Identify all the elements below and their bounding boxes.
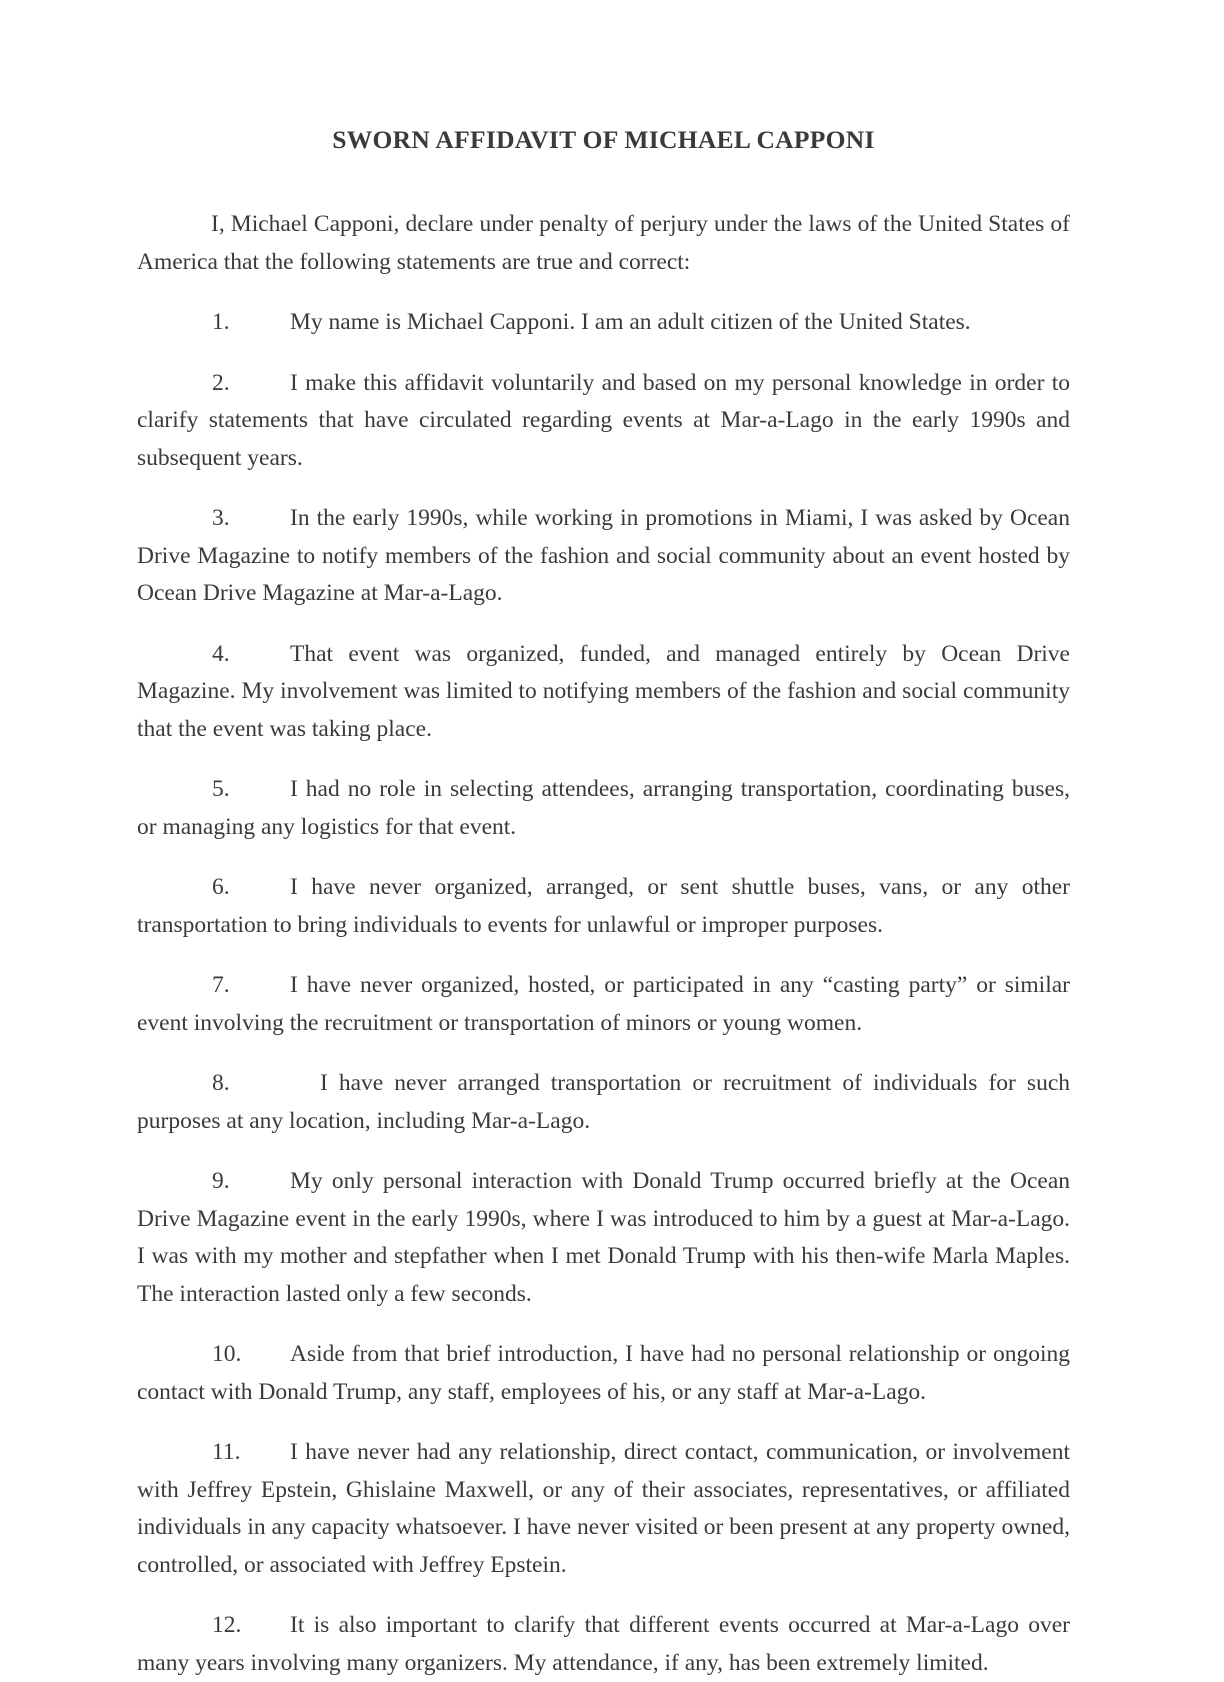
paragraph-text-6: I have never organized, arranged, or sent shuttle buses, vans, or any other transportation to bring individuals to events for unlawful or improper purposes. [137, 874, 1070, 938]
paragraph-text-4: That event was organized, funded, and managed entirely by Ocean Drive Magazine. My involvement was limited to notifying members of the fashion and social community that the event was taking place. [137, 640, 1070, 742]
page-title: SWORN AFFIDAVIT OF MICHAEL CAPPONI [332, 125, 875, 154]
affidavit-paragraph-4 [137, 636, 1070, 749]
paragraph-number-1: 1. [212, 309, 230, 336]
affidavit-paragraph-8 [137, 1065, 1070, 1140]
paragraph-text-2: I make this affidavit voluntarily and based on my personal knowledge in order to clarify statements that have circulated regarding events at Mar-a-Lago in the early 1990s and subsequent years. [137, 369, 1070, 471]
affidavit-paragraph-7 [137, 967, 1070, 1042]
affidavit-body [137, 206, 1070, 1682]
paragraph-number-7: 7. [212, 972, 230, 999]
paragraph-text-8: I have never arranged transportation or recruitment of individuals for such purposes at any location, including Mar-a-Lago. [137, 1070, 1070, 1134]
paragraph-text-3: In the early 1990s, while working in promotions in Miami, I was asked by Ocean Drive Magazine to notify members of the fashion and social community about an event hosted by Ocean Drive Magazine at Mar-a-Lago. [137, 505, 1070, 607]
paragraph-text-7: I have never organized, hosted, or participated in any “casting party” or similar event involving the recruitment or transportation of minors or young women. [137, 972, 1070, 1036]
affidavit-paragraph-9 [137, 1163, 1070, 1313]
paragraph-number-2: 2. [212, 369, 230, 396]
affidavit-paragraph-6 [137, 869, 1070, 944]
paragraph-text-11: I have never had any relationship, direct contact, communication, or involvement with Jeffrey Epstein, Ghislaine Maxwell, or any of their associates, representatives, or affiliated individuals in any capacity whatsoever. I have never visited or been present at any property owned, controlled, or associated with Jeffrey Epstein. [137, 1439, 1070, 1578]
affidavit-paragraph-11 [137, 1434, 1070, 1584]
affidavit-paragraph-12 [137, 1607, 1070, 1682]
paragraph-number-4: 4. [212, 640, 230, 667]
paragraph-number-9: 9. [212, 1168, 230, 1195]
affidavit-intro-paragraph: I, Michael Capponi, declare under penalty of perjury under the laws of the United States of America that the following statements are true and correct: [137, 211, 1070, 275]
affidavit-paragraph-1 [137, 304, 1070, 342]
paragraph-text-1: My name is Michael Capponi. I am an adult citizen of the United States. [290, 309, 971, 336]
paragraph-text-12: It is also important to clarify that different events occurred at Mar-a-Lago over many years involving many organizers. My attendance, if any, has been extremely limited. [137, 1612, 1070, 1676]
paragraph-text-10: Aside from that brief introduction, I have had no personal relationship or ongoing contact with Donald Trump, any staff, employees of his, or any staff at Mar-a-Lago. [137, 1341, 1070, 1405]
affidavit-paragraph-5 [137, 771, 1070, 846]
paragraph-text-5: I had no role in selecting attendees, arranging transportation, coordinating buses, or managing any logistics for that event. [137, 776, 1070, 840]
paragraph-number-12: 12. [212, 1612, 242, 1639]
paragraph-number-5: 5. [212, 776, 230, 803]
paragraph-number-11: 11. [212, 1439, 241, 1466]
paragraph-number-6: 6. [212, 874, 230, 901]
affidavit-paragraph-10 [137, 1336, 1070, 1411]
paragraph-text-9: My only personal interaction with Donald Trump occurred briefly at the Ocean Drive Magazine event in the early 1990s, where I was introduced to him by a guest at Mar-a-Lago. I was with my mother and stepfather when I met Donald Trump with his then-wife Marla Maples. The interaction lasted only a few seconds. [137, 1168, 1070, 1307]
paragraph-number-8: 8. [212, 1070, 230, 1097]
paragraph-number-10: 10. [212, 1341, 242, 1368]
affidavit-paragraph-2 [137, 365, 1070, 478]
page-content-area [137, 0, 1070, 1676]
paragraph-number-3: 3. [212, 505, 230, 532]
affidavit-paragraph-3 [137, 500, 1070, 613]
